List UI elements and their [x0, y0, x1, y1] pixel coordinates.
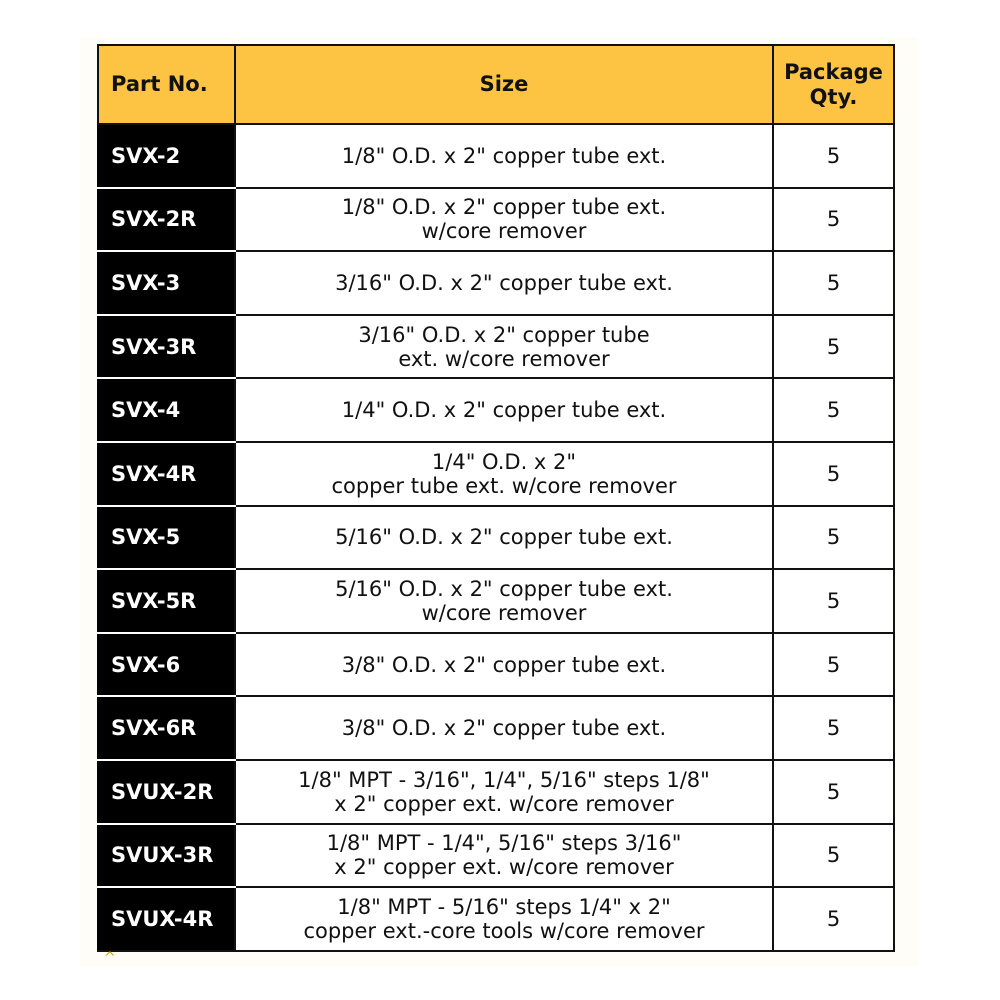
- table-row: [98, 633, 894, 697]
- package-qty: 5: [773, 506, 894, 570]
- table-row: [98, 188, 894, 252]
- package-qty: 5: [773, 633, 894, 697]
- size-line1: 5/16" O.D. x 2" copper tube ext.: [335, 525, 673, 550]
- part-number: SVX-2: [98, 124, 235, 188]
- size-cell: [235, 442, 773, 506]
- table-row: [98, 760, 894, 824]
- size-cell: [235, 887, 773, 951]
- size-line1: 1/8" MPT - 5/16" steps 1/4" x 2": [337, 894, 671, 919]
- size-cell: [235, 760, 773, 824]
- package-qty: 5: [773, 188, 894, 252]
- size-line1: 1/4" O.D. x 2": [431, 449, 577, 474]
- size-line1: 1/8" O.D. x 2" copper tube ext.: [341, 143, 667, 168]
- size-line1: 1/8" O.D. x 2" copper tube ext.: [341, 195, 667, 220]
- header-part-no: Part No.: [98, 45, 235, 124]
- table-row: [98, 378, 894, 442]
- header-size: Size: [235, 45, 773, 124]
- part-number: SVX-3: [98, 251, 235, 315]
- size-line2: w/core remover: [421, 219, 587, 244]
- part-number: SVUX-3R: [98, 824, 235, 888]
- size-cell: [235, 569, 773, 633]
- part-number: SVX-6R: [98, 696, 235, 760]
- size-cell: [235, 188, 773, 252]
- package-qty: 5: [773, 442, 894, 506]
- size-cell: [235, 378, 773, 442]
- size-line1: 1/8" MPT - 1/4", 5/16" steps 3/16": [326, 831, 682, 856]
- size-cell: [235, 124, 773, 188]
- package-qty: 5: [773, 569, 894, 633]
- size-cell: [235, 824, 773, 888]
- package-qty: 5: [773, 378, 894, 442]
- table-row: [98, 824, 894, 888]
- size-cell: [235, 696, 773, 760]
- size-line2: x 2" copper ext. w/core remover: [334, 791, 674, 816]
- part-number: SVUX-2R: [98, 760, 235, 824]
- package-qty: 5: [773, 824, 894, 888]
- size-line1: 3/16" O.D. x 2" copper tube ext.: [335, 270, 673, 295]
- part-number: SVX-2R: [98, 188, 235, 252]
- package-qty: 5: [773, 887, 894, 951]
- table-row: [98, 124, 894, 188]
- size-line1: 3/16" O.D. x 2" copper tube: [358, 322, 650, 347]
- size-line2: ext. w/core remover: [398, 346, 610, 371]
- part-number: SVX-6: [98, 633, 235, 697]
- table-row: [98, 251, 894, 315]
- size-line1: 3/8" O.D. x 2" copper tube ext.: [341, 716, 667, 741]
- footer-mark: ^: [104, 950, 116, 966]
- table-row: [98, 696, 894, 760]
- part-number: SVX-4: [98, 378, 235, 442]
- package-qty: 5: [773, 124, 894, 188]
- size-line1: 1/8" MPT - 3/16", 1/4", 5/16" steps 1/8": [298, 767, 710, 792]
- header-qty-line1: Package: [784, 59, 883, 84]
- package-qty: 5: [773, 251, 894, 315]
- table-row: [98, 506, 894, 570]
- size-line1: 3/8" O.D. x 2" copper tube ext.: [341, 652, 667, 677]
- package-qty: 5: [773, 315, 894, 379]
- table-row: [98, 569, 894, 633]
- size-cell: [235, 506, 773, 570]
- size-line1: 5/16" O.D. x 2" copper tube ext.: [335, 576, 673, 601]
- part-number: SVUX-4R: [98, 887, 235, 951]
- size-line2: copper ext.-core tools w/core remover: [303, 918, 705, 943]
- size-line1: 1/4" O.D. x 2" copper tube ext.: [341, 398, 667, 423]
- part-number: SVX-4R: [98, 442, 235, 506]
- table-row: [98, 887, 894, 951]
- package-qty: 5: [773, 696, 894, 760]
- header-row: [98, 45, 894, 124]
- part-number: SVX-5: [98, 506, 235, 570]
- part-number: SVX-3R: [98, 315, 235, 379]
- size-cell: [235, 251, 773, 315]
- size-line2: x 2" copper ext. w/core remover: [334, 855, 674, 880]
- parts-table: [97, 44, 895, 952]
- size-cell: [235, 633, 773, 697]
- part-number: SVX-5R: [98, 569, 235, 633]
- header-qty-line2: Qty.: [809, 84, 858, 109]
- table-row: [98, 315, 894, 379]
- size-line2: w/core remover: [421, 600, 587, 625]
- package-qty: 5: [773, 760, 894, 824]
- table-row: [98, 442, 894, 506]
- size-line2: copper tube ext. w/core remover: [331, 473, 677, 498]
- header-package-qty: [773, 45, 894, 124]
- size-cell: [235, 315, 773, 379]
